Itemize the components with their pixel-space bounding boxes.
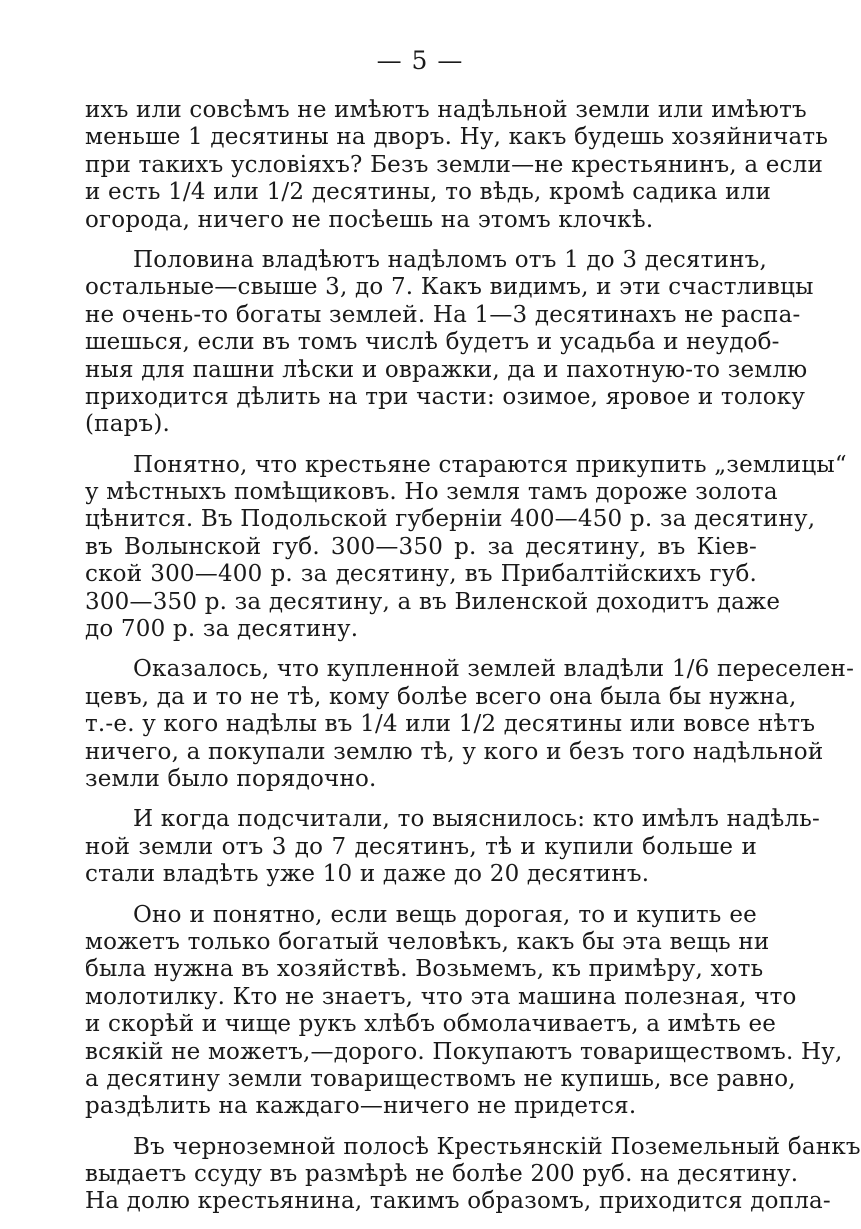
text-line: Половина владѣютъ надѣломъ отъ 1 до 3 десятинъ, bbox=[133, 246, 767, 273]
text-line: ской 300—400 р. за десятину, въ Прибалтійскихъ губ. bbox=[85, 561, 757, 588]
text-line: ной земли отъ 3 до 7 десятинъ, тѣ и купили больше и bbox=[85, 833, 757, 860]
text-line: И когда подсчитали, то выяснилось: кто имѣлъ надѣль- bbox=[133, 806, 820, 833]
paragraph-2 bbox=[85, 246, 814, 439]
text-line: (паръ). bbox=[85, 411, 171, 438]
text-line: и есть 1/4 или 1/2 десятины, то вѣдь, кромѣ садика или bbox=[85, 179, 771, 206]
page-number: — 5 — bbox=[376, 46, 464, 75]
paragraph-6 bbox=[85, 901, 843, 1121]
text-line: всякій не можетъ,—дорого. Покупаютъ товариществомъ. Ну, bbox=[85, 1038, 843, 1065]
text-line: раздѣлить на каждаго—ничего не придется. bbox=[85, 1093, 637, 1120]
text-line: не очень-то богаты землей. На 1—3 десятинахъ не распа- bbox=[85, 301, 801, 328]
text-line: при такихъ условіяхъ? Безъ земли—не крестьянинъ, а если bbox=[85, 151, 823, 178]
text-line: ничего, а покупали землю тѣ, у кого и безъ того надѣльной bbox=[85, 738, 824, 765]
text-line: можетъ только богатый человѣкъ, какъ бы эта вещь ни bbox=[85, 928, 770, 955]
text-line: до 700 р. за десятину. bbox=[85, 616, 359, 643]
text-line: молотилку. Кто не знаетъ, что эта машина полезная, что bbox=[85, 983, 797, 1010]
text-line: выдаетъ ссуду въ размѣрѣ не болѣе 200 руб. на десятину. bbox=[85, 1161, 799, 1188]
text-line: приходится дѣлить на три части: озимое, яровое и толоку bbox=[85, 383, 806, 410]
paragraph-5 bbox=[85, 806, 820, 888]
text-line: остальные—свыше 3, до 7. Какъ видимъ, и эти счастливцы bbox=[85, 274, 814, 301]
paragraph-4 bbox=[85, 656, 855, 793]
text-line: т.-е. у кого надѣлы въ 1/4 или 1/2 десятины или вовсе нѣтъ bbox=[85, 711, 816, 738]
paragraph-1 bbox=[85, 97, 829, 234]
text-line: ныя для пашни лѣски и овражки, да и пахотную-то землю bbox=[85, 356, 808, 383]
text-line: въ Волынской губ. 300—350 р. за десятину, въ Кіев- bbox=[85, 533, 757, 560]
text-line: цѣнится. Въ Подольской губерніи 400—450 р. за десятину, bbox=[85, 506, 816, 533]
text-line: Въ черноземной полосѣ Крестьянскій Поземельный банкъ bbox=[133, 1133, 861, 1160]
text-line: была нужна въ хозяйствѣ. Возьмемъ, къ примѣру, хоть bbox=[85, 956, 764, 983]
body-text bbox=[85, 97, 861, 1229]
text-line: Понятно, что крестьяне стараются прикупить „землицы“ bbox=[133, 451, 847, 478]
text-line: Оказалось, что купленной землей владѣли 1/6 переселен- bbox=[133, 656, 855, 683]
text-line: и скорѣй и чище рукъ хлѣбъ обмолачиваетъ, а имѣть ее bbox=[85, 1011, 777, 1038]
paragraph-7 bbox=[85, 1133, 861, 1216]
paragraph-3 bbox=[85, 451, 847, 644]
text-line: 300—350 р. за десятину, а въ Виленской доходитъ даже bbox=[85, 588, 781, 615]
text-line: шешься, если въ томъ числѣ будетъ и усадьба и неудоб- bbox=[85, 329, 780, 356]
text-line: На долю крестьянина, такимъ образомъ, приходится допла- bbox=[85, 1188, 831, 1215]
text-line: а десятину земли товариществомъ не купишь, все равно, bbox=[85, 1065, 796, 1092]
text-line: у мѣстныхъ помѣщиковъ. Но земля тамъ дороже золота bbox=[85, 479, 778, 506]
text-line: стали владѣть уже 10 и даже до 20 десятинъ. bbox=[85, 861, 650, 888]
text-line: ихъ или совсѣмъ не имѣютъ надѣльной земли или имѣютъ bbox=[85, 97, 807, 123]
text-line: огорода, ничего не посѣешь на этомъ клочкѣ. bbox=[85, 206, 654, 233]
text-line: Оно и понятно, если вещь дорогая, то и купить ее bbox=[133, 901, 757, 928]
text-line: цевъ, да и то не тѣ, кому болѣе всего она была бы нужна, bbox=[85, 683, 797, 710]
text-line: земли было порядочно. bbox=[85, 765, 377, 792]
text-line: меньше 1 десятины на дворъ. Ну, какъ будешь хозяйничать bbox=[85, 124, 829, 151]
